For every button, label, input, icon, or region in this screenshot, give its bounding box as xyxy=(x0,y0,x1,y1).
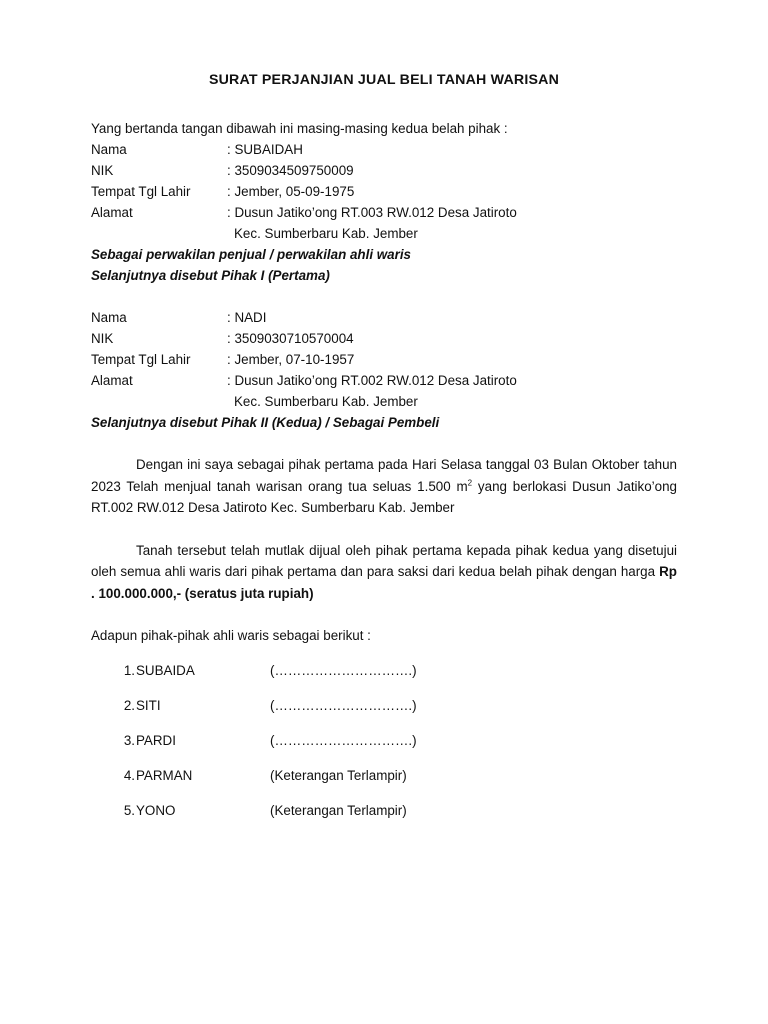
heir-signature: (Keterangan Terlampir) xyxy=(270,803,407,818)
field-value: : 3509030710570004 xyxy=(227,331,354,346)
field-label: NIK xyxy=(91,163,114,178)
price-paragraph xyxy=(91,540,677,605)
list-item xyxy=(91,695,677,716)
party1-nik-row xyxy=(91,160,677,181)
list-item xyxy=(91,800,677,821)
party1-birth-row xyxy=(91,181,677,202)
heir-name: YONO xyxy=(136,803,176,818)
field-value: : Dusun Jatiko’ong RT.002 RW.012 Desa Jatiroto xyxy=(227,373,517,388)
document-title: SURAT PERJANJIAN JUAL BELI TANAH WARISAN xyxy=(208,72,560,88)
party1-role-line2: Selanjutnya disebut Pihak I (Pertama) xyxy=(91,268,330,283)
field-value: : NADI xyxy=(227,310,267,325)
document-page xyxy=(91,70,677,835)
party2-address-line2: Kec. Sumberbaru Kab. Jember xyxy=(234,394,418,409)
field-label: Alamat xyxy=(91,205,133,220)
heirs-intro: Adapun pihak-pihak ahli waris sebagai berikut : xyxy=(91,628,371,643)
sale-paragraph xyxy=(91,454,677,519)
field-value: : Jember, 05-09-1975 xyxy=(227,184,355,199)
heir-signature: (………………………….) xyxy=(270,663,417,678)
list-item xyxy=(91,730,677,751)
heir-name: PARDI xyxy=(136,733,176,748)
heir-name: SITI xyxy=(136,698,161,713)
heir-number: 1. xyxy=(123,663,135,678)
party1-address-row xyxy=(91,202,677,223)
party2-nik-row xyxy=(91,328,677,349)
field-label: Tempat Tgl Lahir xyxy=(91,184,191,199)
sale-text: Dengan ini saya sebagai pihak pertama pada Hari Selasa tanggal 03 Bulan Oktober tahun 2023 Telah menjual tanah warisan orang tua seluas 1.500 m xyxy=(91,457,677,494)
party2-role-line1: Selanjutnya disebut Pihak II (Kedua) / Sebagai Pembeli xyxy=(91,415,440,430)
heir-name: SUBAIDA xyxy=(136,663,195,678)
list-item xyxy=(91,765,677,786)
list-item xyxy=(91,660,677,681)
field-label: Nama xyxy=(91,142,127,157)
party2-address-row xyxy=(91,370,677,391)
heirs-list xyxy=(91,660,677,821)
field-label: Alamat xyxy=(91,373,133,388)
heir-name: PARMAN xyxy=(136,768,193,783)
field-label: Nama xyxy=(91,310,127,325)
area-unit-superscript: 2 xyxy=(467,478,473,488)
heir-signature: (………………………….) xyxy=(270,698,417,713)
price-text: Tanah tersebut telah mutlak dijual oleh pihak pertama kepada pihak kedua yang disetujui oleh semua ahli waris dari pihak pertama dan para saksi dari kedua belah pihak dengan harga xyxy=(91,542,677,579)
field-label: NIK xyxy=(91,331,114,346)
party2-birth-row xyxy=(91,349,677,370)
party2-block xyxy=(91,307,677,433)
party1-name-row xyxy=(91,139,677,160)
heir-number: 2. xyxy=(123,698,135,713)
intro-text: Yang bertanda tangan dibawah ini masing-masing kedua belah pihak : xyxy=(91,121,508,136)
party2-name-row xyxy=(91,307,677,328)
price-amount: Rp . 100.000.000,- (seratus juta rupiah) xyxy=(91,564,677,601)
field-label: Tempat Tgl Lahir xyxy=(91,352,191,367)
party1-role-line1: Sebagai perwakilan penjual / perwakilan ahli waris xyxy=(91,247,412,262)
heir-number: 4. xyxy=(123,768,135,783)
heir-signature: (Keterangan Terlampir) xyxy=(270,768,407,783)
party1-address-line2: Kec. Sumberbaru Kab. Jember xyxy=(234,226,418,241)
field-value: : Dusun Jatiko’ong RT.003 RW.012 Desa Jatiroto xyxy=(227,205,517,220)
field-value: : SUBAIDAH xyxy=(227,142,303,157)
heir-signature: (………………………….) xyxy=(270,733,417,748)
field-value: : Jember, 07-10-1957 xyxy=(227,352,355,367)
heir-number: 5. xyxy=(123,803,135,818)
party1-block xyxy=(91,139,677,286)
field-value: : 3509034509750009 xyxy=(227,163,354,178)
heir-number: 3. xyxy=(123,733,135,748)
sale-text-continued: yang berlokasi Dusun Jatiko’ong RT.002 RW.012 Desa Jatiroto Kec. Sumberbaru Kab. Jember xyxy=(91,478,677,515)
